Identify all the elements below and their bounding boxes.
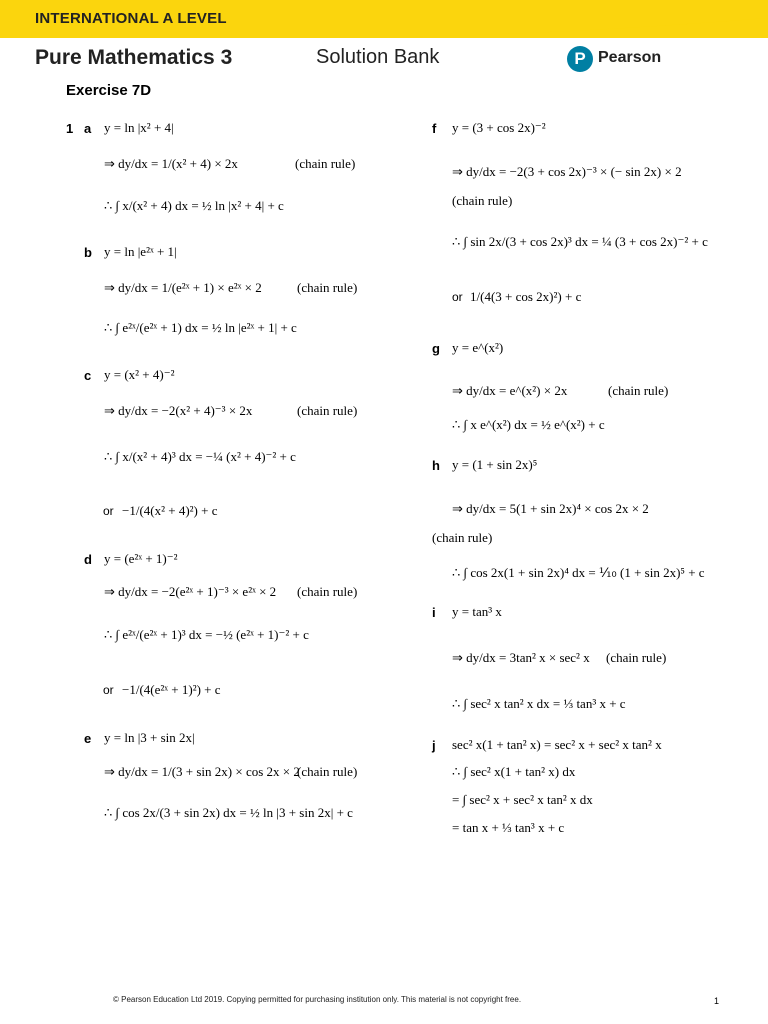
equation-a-line3: ∴ ∫ x/(x² + 4) dx = ½ ln |x² + 4| + c: [104, 198, 284, 213]
or-c: or: [103, 504, 114, 518]
equation-e-line3: ∴ ∫ cos 2x/(3 + sin 2x) dx = ½ ln |3 + sin 2x| + c: [104, 805, 353, 820]
part-label-i: i: [432, 605, 436, 620]
note-f: (chain rule): [452, 193, 513, 208]
equation-j-line3: = ∫ sec² x + sec² x tan² x dx: [452, 792, 593, 807]
equation-c-line3: ∴ ∫ x/(x² + 4)³ dx = −¼ (x² + 4)⁻² + c: [104, 449, 296, 464]
pearson-wordmark: Pearson: [598, 49, 662, 66]
note-a: (chain rule): [295, 156, 356, 171]
equation-j-line4: = tan x + ⅓ tan³ x + c: [452, 820, 565, 835]
part-label-c: c: [84, 368, 92, 383]
equation-g-line2: ⇒ dy/dx = e^(x²) × 2x: [452, 383, 568, 398]
part-label-a: a: [84, 121, 92, 136]
equation-g-line3: ∴ ∫ x e^(x²) dx = ½ e^(x²) + c: [452, 417, 605, 432]
section-title: Solution Bank: [316, 46, 440, 68]
series-title: INTERNATIONAL A LEVEL: [35, 10, 227, 27]
note-c: (chain rule): [297, 403, 358, 418]
equation-c-line1: y = (x² + 4)⁻²: [104, 367, 175, 382]
equation-b-line1: y = ln |e²ˣ + 1|: [104, 244, 177, 259]
equation-e-line2: ⇒ dy/dx = 1/(3 + sin 2x) × cos 2x × 2: [104, 764, 300, 779]
part-label-e: e: [84, 731, 92, 746]
equation-d-line3: ∴ ∫ e²ˣ/(e²ˣ + 1)³ dx = −½ (e²ˣ + 1)⁻² + c: [104, 627, 309, 642]
equation-i-line3: ∴ ∫ sec² x tan² x dx = ⅓ tan³ x + c: [452, 696, 626, 711]
equation-f-line3: ∴ ∫ sin 2x/(3 + cos 2x)³ dx = ¼ (3 + cos 2x)⁻² + c: [452, 234, 708, 249]
part-label-b: b: [84, 245, 92, 260]
equation-d-line2: ⇒ dy/dx = −2(e²ˣ + 1)⁻³ × e²ˣ × 2: [104, 584, 277, 599]
note-g: (chain rule): [608, 383, 669, 398]
note-i: (chain rule): [606, 650, 667, 665]
or-f: or: [452, 290, 463, 304]
equation-e-line1: y = ln |3 + sin 2x|: [104, 730, 195, 745]
exercise-title: Exercise 7D: [66, 82, 152, 99]
equation-d-alt: −1/(4(e²ˣ + 1)²) + c: [122, 682, 221, 697]
equation-a-line1: y = ln |x² + 4|: [104, 120, 174, 135]
question-number: 1: [66, 121, 74, 136]
equation-g-line1: y = e^(x²): [452, 340, 504, 355]
equation-f-line2: ⇒ dy/dx = −2(3 + cos 2x)⁻³ × (− sin 2x) × 2: [452, 164, 682, 179]
equation-j-line2: ∴ ∫ sec² x(1 + tan² x) dx: [452, 764, 576, 779]
equation-j-line1: sec² x(1 + tan² x) = sec² x + sec² x tan² x: [452, 737, 662, 752]
note-e: (chain rule): [297, 764, 358, 779]
note-d: (chain rule): [297, 584, 358, 599]
equation-d-line1: y = (e²ˣ + 1)⁻²: [104, 551, 178, 566]
part-label-f: f: [432, 121, 437, 136]
page-number: 1: [714, 996, 720, 1006]
equation-a-line2: ⇒ dy/dx = 1/(x² + 4) × 2x: [104, 156, 238, 171]
equation-c-line2: ⇒ dy/dx = −2(x² + 4)⁻³ × 2x: [104, 403, 253, 418]
equation-h-line1: y = (1 + sin 2x)⁵: [452, 457, 538, 472]
pearson-logo-icon: P: [567, 46, 593, 72]
equation-b-line2: ⇒ dy/dx = 1/(e²ˣ + 1) × e²ˣ × 2: [104, 280, 262, 295]
note-b: (chain rule): [297, 280, 358, 295]
part-label-j: j: [432, 738, 436, 753]
part-label-h: h: [432, 458, 440, 473]
equation-h-line3: ∴ ∫ cos 2x(1 + sin 2x)⁴ dx = ⅒ (1 + sin 2x)⁵ + c: [452, 565, 705, 580]
equation-f-alt: 1/(4(3 + cos 2x)²) + c: [470, 289, 582, 304]
subject-title: Pure Mathematics 3: [35, 46, 233, 69]
equation-i-line1: y = tan³ x: [452, 604, 502, 619]
equation-h-line2: ⇒ dy/dx = 5(1 + sin 2x)⁴ × cos 2x × 2: [452, 501, 649, 516]
part-label-g: g: [432, 341, 440, 356]
equation-i-line2: ⇒ dy/dx = 3tan² x × sec² x: [452, 650, 590, 665]
equation-c-alt: −1/(4(x² + 4)²) + c: [122, 503, 218, 518]
part-label-d: d: [84, 552, 92, 567]
or-d: or: [103, 683, 114, 697]
copyright-footer: © Pearson Education Ltd 2019. Copying permitted for purchasing institution only. This material is not copyright free.: [113, 995, 522, 1004]
equation-b-line3: ∴ ∫ e²ˣ/(e²ˣ + 1) dx = ½ ln |e²ˣ + 1| + c: [104, 320, 297, 335]
note-h: (chain rule): [432, 530, 493, 545]
equation-f-line1: y = (3 + cos 2x)⁻²: [452, 120, 546, 135]
